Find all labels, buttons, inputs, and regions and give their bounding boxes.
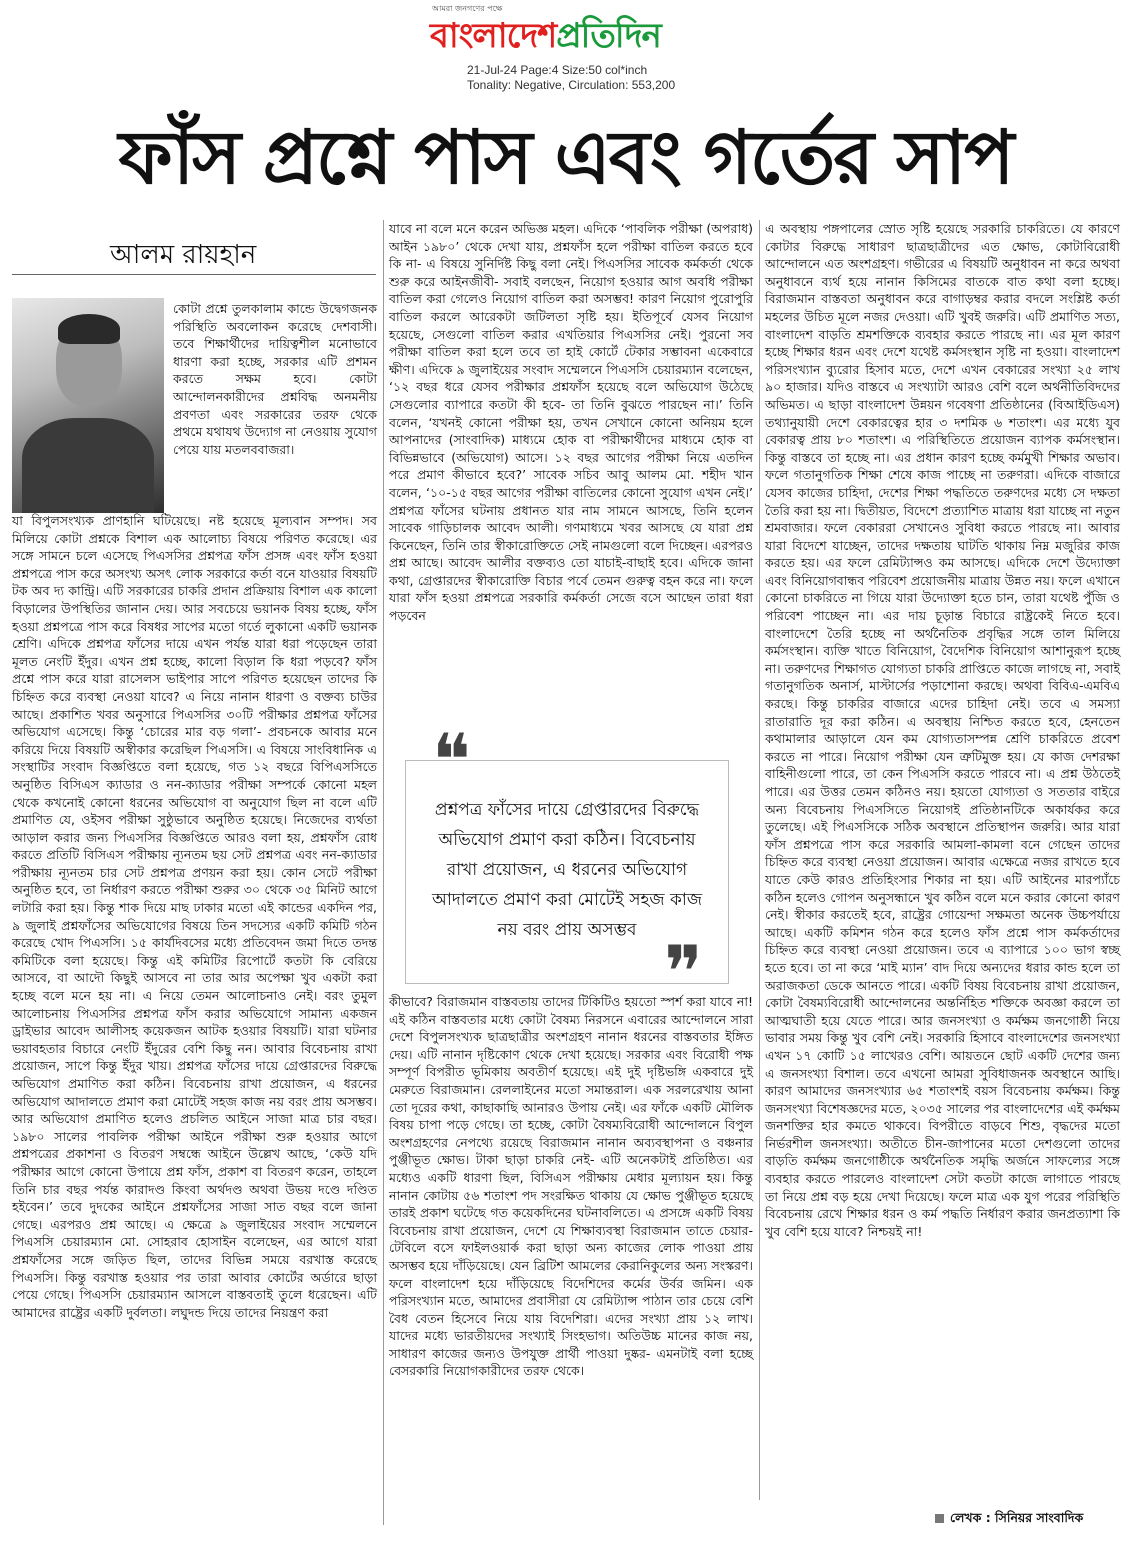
article-headline: ফাঁস প্রশ্নে পাস এবং গর্তের সাপ bbox=[118, 115, 1013, 201]
author-photo bbox=[12, 298, 164, 513]
article-byline: আলম রায়হান bbox=[110, 240, 257, 270]
pull-quote-text: প্রশ্নপত্র ফাঁসের দায়ে গ্রেপ্তারদের বিরুদ্ধে অভিযোগ প্রমাণ করা কঠিন। বিবেচনায় রাখা প্রয়োজন, এ ধরনের অভিযোগ আদালতে প্রমাণ করা মোটেই সহজ কাজ নয় বরং প্রায় অসম্ভব bbox=[431, 800, 703, 940]
logo-part-2: প্রতিদিন bbox=[556, 16, 661, 56]
author-note bbox=[935, 1510, 1083, 1530]
author-note-text: লেখক : সিনিয়র সাংবাদিক bbox=[950, 1510, 1084, 1525]
clipping-meta-line-2: Tonality: Negative, Circulation: 553,200 bbox=[467, 78, 676, 92]
byline-divider bbox=[12, 274, 376, 275]
logo-part-1: বাংলাদেশ bbox=[430, 16, 557, 56]
square-bullet-icon bbox=[935, 1514, 944, 1523]
column-3: এ অবস্থায় পঙ্গপালের স্রোত সৃষ্টি হয়েছে সরকারি চাকরিতে। যে কারণে কোটার বিরুদ্ধে সাধারণ ছাত্রছাত্রীদের এত ক্ষোভ, কোটাবিরোধী আন্দোলনে এত অংশগ্রহণ। গভীরের এ বিষয়টি অনুধাবন না করে অথবা অনুধাবনে ব্যর্থ হয়ে নানান কিসিমের বাতকে বাত কথা বলা হচ্ছে। বিরাজমান বাস্তবতা অনুধাবন করে বাগাড়ম্বর করার বদলে সংশ্লিষ্ট কর্তা মহলের উচিত মূলে নজর দেওয়া। এটি খুবই জরুরি। এটি প্রমাণিত সত্য, বাংলাদেশ বাড়তি শ্রমশক্তিকে ব্যবহার করতে পারছে না। এর মূল কারণ হচ্ছে শিক্ষার ধরন এবং দেশে যথেষ্ট কর্মসংস্থান সৃষ্টি না হওয়া। বাংলাদেশ পরিসংখ্যান ব্যুরোর হিসাব মতে, দেশে এখন বেকারের সংখ্যা ২৫ লাখ ৯০ হাজার। যদিও বাস্তবে এ সংখ্যাটা আরও বেশি বলে অর্থনীতিবিদদের অভিমত। এ ছাড়া বাংলাদেশ উন্নয়ন গবেষণা প্রতিষ্ঠানের (বিআইডিএস) তথ্যানুযায়ী দেশে বেকারত্বের হার ৩ দশমিক ৬ শতাংশ। এর মধ্যে যুব বেকারত্ব প্রায় ৮০ শতাংশ। এ পরিস্থিতিতে প্রয়োজন ব্যাপক কর্মসংস্থান। কিন্তু বাস্তবে তা হচ্ছে না। এর প্রধান কারণ হচ্ছে কর্মমুখী শিক্ষার অভাব। ফলে গতানুগতিক শিক্ষা শেষে কাজ পাচ্ছে না তরুণরা। এদিকে বাজারে যেসব কাজের চাহিদা, দেশের শিক্ষা পদ্ধতিতে তরুণদের মধ্যে সে দক্ষতা তৈরি করা হয় না। দ্বিতীয়ত, বিদেশে প্রত্যাশিত মাত্রায় ধরা যাচ্ছে না নতুন শ্রমবাজার। ফলে বেকাররা সেখানেও সুবিধা করতে পারছে না। আবার যারা বিদেশে যাচ্ছেন, তাদের দক্ষতায় ঘাটতি থাকায় নিম্ন মজুরির কাজ করতে হয়। এর ফলে রেমিট্যান্সও কম আসছে। এদিকে দেশে উদ্যোক্তা এবং বিনিয়োগবান্ধব পরিবেশ প্রয়োজনীয় মাত্রায় উন্নত নয়। ফলে এখানে কোনো চাকরিতে না গিয়ে যারা উদ্যোক্তা হতে চান, তারা যথেষ্ট পুঁজি ও পরিবেশ পাচ্ছেন না। এর দায় চূড়ান্ত বিচারে রাষ্ট্রকেই নিতে হবে। বাংলাদেশে তৈরি হচ্ছে না অর্থনৈতিক প্রবৃদ্ধির সঙ্গে তাল মিলিয়ে কর্মসংস্থান। ব্যক্তি খাতে বিনিয়োগ, বৈদেশিক বিনিয়োগ আশানুরূপ হচ্ছে না। তরুণদের শিক্ষাগত যোগ্যতা চাকরি প্রাপ্তিতে কাজে লাগছে না, সবাই গতানুগতিক অনার্স, মাস্টার্সের পড়াশোনা করছে। অথবা বিবিএ-এমবিএ করছে। কিন্তু চাকরির বাজারে এদের চাহিদা নেই। তবে এ সমস্যা রাতারাতি দূর করা কঠিন। এ অবস্থায় নিশ্চিত করতে হবে, হেনতেন কথামালার আড়ালে যেন কম যোগ্যতাসম্পন্ন শ্রেণি চাকরিতে প্রবেশ করতে না পারে। নিয়োগ পরীক্ষা যেন ত্রুটিমুক্ত হয়। যে কাজ দেশরক্ষা বাহিনীগুলো পারে, তা কেন পিএসসি করতে পারবে না। এ প্রশ্ন উঠতেই পারে। এর উত্তর তেমন কঠিনও নয়। হয়তো যোগ্যতা ও সততার বাইরে অন্য বিবেচনায় পিএসসিতে নিয়োগই প্রতিষ্ঠানটিকে অকার্যকর করে তুলেছে। এই পিএসসিকে সঠিক অবস্থানে প্রতিস্থাপন জরুরি। আর যারা ফাঁস প্রশ্নপত্রে পাস করে সরকারি আমলা-কামলা বনে গেছেন তাদের চিহ্নিত করে ব্যবস্থা নেওয়া প্রয়োজন। আবার এক্ষেত্রে নজর রাখতে হবে যাতে কেউ কারও প্রতিহিংসার শিকার না হয়। এটি আইনের মারপ্যাঁচে কঠিন হলেও গোপন অনুসন্ধানে খুব কঠিন বলে মনে করার কোনো কারণ নেই। স্বীকার করতেই হবে, রাষ্ট্রের গোয়েন্দা সক্ষমতা অনেক উচ্চপর্যায়ে আছে। একটি কমিশন গঠন করে হলেও ফাঁস প্রশ্নে পাস কর্মকর্তাদের চিহ্নিত করে ব্যবস্থা নেওয়া প্রয়োজন। তবে এ ব্যাপারে ১০০ ভাগ স্বচ্ছ হতে হবে। তা না করে ‘মাই ম্যান’ বাদ দিয়ে অন্যদের ধরার কান্ড হলে তা অরাজকতা ডেকে আনতে পারে। একটি বিষয় বিবেচনায় রাখা প্রয়োজন, কোটা বৈষম্যবিরোধী আন্দোলনের অন্তর্নিহিত শক্তিকে অবজ্ঞা করলে তা আত্মঘাতী হয়ে যেতে পারে। আর জনসংখ্যা ও কর্মক্ষম জনগোষ্ঠী নিয়ে ভাবার সময় কিন্তু খুব বেশি নেই। সরকারি হিসাবে বাংলাদেশের জনসংখ্যা এখন ১৭ কোটি ১৫ লাখেরও বেশি। আয়তনে ছোট একটি দেশের জন্য এ জনসংখ্যা বিশাল। তবে এখনো আমরা সুবিধাজনক অবস্থানে আছি। কারণ আমাদের জনসংখ্যার ৬৫ শতাংশই বয়স বিবেচনায় কর্মক্ষম। কিন্তু জনসংখ্যা বিশেষজ্ঞদের মতে, ২০৩৫ সালের পর বাংলাদেশের এই কর্মক্ষম জনশক্তির হার কমতে থাকবে। বিপরীতে বাড়বে শিশু, বৃদ্ধদের মতো নির্ভরশীল জনসংখ্যা। অতীতে চীন-জাপানের মতো দেশগুলো তাদের বাড়তি কর্মক্ষম জনগোষ্ঠীকে অর্থনৈতিক সমৃদ্ধি অর্জনে সাফল্যের সঙ্গে ব্যবহার করতে পারলেও বাংলাদেশ সেটা কতটা কাজে লাগাতে পারছে তা নিয়ে প্রশ্ন বড় হয়ে দেখা দিয়েছে। ফলে মাত্র এক যুগ পরের পরিস্থিতি বিবেচনায় রেখে শিক্ষার ধরন ও কর্ম পদ্ধতি নির্ধারণ করার জনপ্রত্যাশা কি খুব বেশি হয়ে যাবে? নিশ্চয়ই না! bbox=[765, 221, 1120, 1239]
newspaper-logo bbox=[430, 10, 661, 67]
column-divider-1 bbox=[383, 220, 384, 1525]
masthead bbox=[0, 0, 1131, 100]
close-quote-icon: ❞ bbox=[664, 930, 703, 1014]
column-divider-2 bbox=[759, 220, 760, 1500]
column-1-intro: কোটা প্রশ্নে তুলকালাম কান্ডে উদ্বেগজনক পরিস্থিতি অবলোকন করেছে দেশবাসী। তবে শিক্ষার্থীদের দায়িত্বশীল মনোভাবে ধারণা করা হচ্ছে, সরকার এটি প্রশমন করতে সক্ষম হবে। কোটা আন্দোলনকারীদের প্রশ্নবিদ্ধ অনমনীয় প্রবণতা এবং সরকারের তরফ থেকে প্রথমে যথাযথ উদ্যোগ না নেওয়ায় সুযোগ পেয়ে যায় মতলববাজরা। bbox=[173, 301, 377, 457]
clipping-meta bbox=[467, 63, 675, 93]
clipping-meta-line-1: 21-Jul-24 Page:4 Size:50 col*inch bbox=[467, 63, 648, 77]
masthead-tagline: আমরা জনগণের পক্ষে bbox=[432, 4, 503, 13]
column-2-bottom: কীভাবে? বিরাজমান বাস্তবতায় তাদের টিকিটিও হয়তো স্পর্শ করা যাবে না! এই কঠিন বাস্তবতার মধ্যে কোটা বৈষম্য নিরসনে এবারের আন্দোলনে সারা দেশে বিপুলসংখ্যক ছাত্রছাত্রীর অংশগ্রহণ নানান ধরনের বাস্তবতার ইঙ্গিত দেয়। এটি নানান দৃষ্টিকোণ থেকে দেখা হয়েছে। সরকার এবং বিরোধী পক্ষ সম্পূর্ণ বিপরীত ভূমিকায় অবতীর্ণ হয়েছে। এই দুই দৃষ্টিভঙ্গি একবারে দুই মেরুতে বিরাজমান। রেললাইনের মতো সমান্তরাল। এক সরলরেখায় আনা তো দূরের কথা, কাছাকাছি আনারও উপায় নেই। এর ফাঁকে একটি মৌলিক বিষয় চাপা পড়ে গেছে। তা হচ্ছে, কোটা বৈষম্যবিরোধী আন্দোলনে বিপুল অংশগ্রহণের নেপথ্যে রয়েছে বিরাজমান নানান অব্যবস্থাপনা ও বঞ্চনার পুঞ্জীভূত ক্ষোভ। টাকা ছাড়া চাকরি নেই- এটি অনেকটাই প্রতিষ্ঠিত। এর মধ্যেও একটি ধারণা ছিল, বিসিএস পরীক্ষায় মেধার মূল্যায়ন হয়। কিন্তু নানান কোটায় ৫৬ শতাংশ পদ সংরক্ষিত থাকায় যে ক্ষোভ পুঞ্জীভূত হয়েছে তারই প্রকাশ ঘটেছে গত কয়েকদিনের ঘটনাবলিতে। এ প্রসঙ্গে একটি বিষয় বিবেচনায় রাখা প্রয়োজন, দেশে যে শিক্ষাব্যবস্থা বিরাজমান তাতে চেয়ার-টেবিলে বসে ফাইলওয়ার্ক করা ছাড়া অন্য কাজের লোক পাওয়া প্রায় অসম্ভব হয়ে দাঁড়িয়েছে। যেন ব্রিটিশ আমলের কেরানিকুলের অন্য সংস্করণ। ফলে বাংলাদেশ হয়ে দাঁড়িয়েছে বিদেশিদের কর্মের উর্বর জমিন। এক পরিসংখ্যান মতে, আমাদের প্রবাসীরা যে রেমিট্যান্স পাঠান তার চেয়ে বেশি বৈধ বেতন হিসেবে নিয়ে যায় বিদেশিরা। এদের সংখ্যা প্রায় ১২ লাখ। যাদের মধ্যে ভারতীয়দের সংখ্যাই সিংহভাগ। অতিউচ্চ মানের কাজ নয়, সাধারণ কাজের জন্যও উপযুক্ত প্রার্থী পাওয়া দুষ্কর- এমনটাই বলা হচ্ছে বেসরকারি নিয়োগকারীদের তরফ থেকে। bbox=[389, 994, 753, 1379]
column-1-body: যা বিপুলসংখ্যক প্রাণহানি ঘটিয়েছে। নষ্ট হয়েছে মূল্যবান সম্পদ। সব মিলিয়ে কোটা প্রশ্নকে বিশাল এক আলোচ্য বিষয়ে পরিণত করেছে। এর সঙ্গে সামনে চলে এসেছে পিএসসির প্রশ্নপত্র ফাঁস প্রসঙ্গ এবং ফাঁস হওয়া প্রশ্নপত্রে পাস করে অসংখ্য অসৎ লোক সরকারে কর্তা বনে যাওয়ার বিষয়টি টক অব দ্য কান্ট্রি। এটি সরকারের চাকরি প্রদান প্রক্রিয়ায় বিশাল এক কালো বিড়ালের উপস্থিতির জানান দেয়। আর সবচেয়ে ভয়ানক বিষয় হচ্ছে, ফাঁস হওয়া প্রশ্নপত্রে পাস করে বিষধর সাপের মতো গর্তে লুকানো একটি ভয়ানক শ্রেণি। এদিকে প্রশ্নপত্র ফাঁসের দায়ে এখন পর্যন্ত যারা ধরা পড়েছেন তারা মূলত নেংটি ইঁদুর। এখন প্রশ্ন হচ্ছে, কালো বিড়াল কি ধরা পড়বে? ফাঁস প্রশ্নে পাস করে যারা রাসেলস ভাইপার সাপে পরিণত হয়েছেন তাদের কি চিহ্নিত করে ব্যবস্থা নেওয়া যাবে? এ নিয়ে নানান ধারণা ও বক্তব্য চাউর আছে। প্রকাশিত খবর অনুসারে পিএসসির ৩০টি পরীক্ষার প্রশ্নপত্র ফাঁসের অভিযোগ এসেছে। কিন্তু ‘চোরের মার বড় গলা’- প্রবচনকে আবার মনে করিয়ে দিয়ে বিষয়টি অস্বীকার করেছিল পিএসসি। এ বিষয়ে সাংবিধানিক এ সংস্থাটির সংবাদ বিজ্ঞপ্তিতে বলা হয়েছে, গত ১২ বছরে বিপিএসসিতে অনুষ্ঠিত বিসিএস ক্যাডার ও নন-ক্যাডার পরীক্ষা সম্পর্কে কোনো মহল থেকে কখনোই কোনো ধরনের অভিযোগ বা অনুযোগ ছিল না বলে এটি প্রমাণিত যে, ওইসব পরীক্ষা সুষ্ঠুভাবে অনুষ্ঠিত হয়েছে। নিজেদের ব্যর্থতা আড়াল করার জন্য পিএসসির বিজ্ঞপ্তিতে আরও বলা হয়, প্রশ্নফাঁস রোধ করতে প্রতিটি বিসিএস পরীক্ষায় ন্যূনতম ছয় সেট প্রশ্নপত্র এবং নন-ক্যাডার পরীক্ষায় ন্যূনতম চার সেট প্রশ্নপত্র প্রণয়ন করা হয়। কোন সেটে পরীক্ষা অনুষ্ঠিত হবে, তা নির্ধারণ করতে পরীক্ষা শুরুর ৩০ থেকে ৩৫ মিনিট আগে লটারি করা হয়। কিন্তু শাক দিয়ে মাছ ঢাকার মতো এই কান্ডের একদিন পর, ৯ জুলাই প্রশ্নফাঁসের অভিযোগের বিষয়ে তিন সদস্যের একটি কমিটি গঠন করেছে খোদ পিএসসি। ১৫ কার্যদিবসের মধ্যে প্রতিবেদন জমা দিতে তদন্ত কমিটিকে বলা হয়েছে। কিন্তু এই কমিটির রিপোর্টে কতটা কি বেরিয়ে আসবে, বা আদৌ কিছুই আসবে না তার আর অপেক্ষা খুব একটা করা হচ্ছে বলে মনে হয় না। এ নিয়ে তেমন আলোচনাও নেই। বরং তুমুল আলোচনায় পিএসসির প্রশ্নপত্র ফাঁস করার অভিযোগে সামান্য একজন ড্রাইভার আবেদ আলীসহ কয়েকজন আটক হওয়ার বিষয়টি। যারা ঘটনার ভয়াবহতার বিচারে নেংটি ইঁদুরের বেশি কিছু নন। আবার বিবেচনায় রাখা প্রয়োজন, সাপে কিন্তু ইঁদুর খায়। প্রশ্নপত্র ফাঁসের দায়ে গ্রেপ্তারদের বিরুদ্ধে অভিযোগ প্রমাণিত করা কঠিন। বিবেচনায় রাখা প্রয়োজন, এ ধরনের অভিযোগ আদালতে প্রমাণ করা মোটেই সহজ কাজ নয় বরং প্রায় অসম্ভব। আর অভিযোগ প্রমাণিত হলেও প্রচলিত আইনে সাজা মাত্র চার বছর। ১৯৮০ সালের পাবলিক পরীক্ষা আইনে পরীক্ষা শুরু হওয়ার আগে প্রশ্নপত্রের প্রকাশনা ও বিতরণ সম্বন্ধে আইনে উল্লেখ আছে, ‘কেউ যদি পরীক্ষার আগে কোনো উপায়ে প্রশ্ন ফাঁস, প্রকাশ বা বিতরণ করেন, তাহলে তিনি চার বছর পর্যন্ত কারাদণ্ড কিংবা অর্থদণ্ড অথবা উভয় দণ্ডে দণ্ডিত হইবেন।’ তবে দুদকের আইনে প্রশ্নফাঁসের সাজা সাত বছর বলে জানা গেছে। এরপরও প্রশ্ন আছে। এ ক্ষেত্রে ৯ জুলাইয়ের সংবাদ সম্মেলনে পিএসসি চেয়ারম্যান মো. সোহরাব হোসাইন বলেছেন, এর আগে যারা প্রশ্নফাঁসের সঙ্গে জড়িত ছিল, তাদের বিভিন্ন সময়ে বরখাস্ত করেছে পিএসসি। কিন্তু বরখাস্ত হওয়ার পর তারা আবার কোর্টের অর্ডারে ছাড়া পেয়ে গেছে। পিএসসি চেয়ারম্যান আসলে বাস্তবতাই তুলে ধরেছেন। এটি আমাদের রাষ্ট্রের একটি দুর্বলতা। লঘুদন্ড দিয়ে তাদের নিয়ন্ত্রণ করা bbox=[12, 513, 377, 1320]
column-2-top: যাবে না বলে মনে করেন অভিজ্ঞ মহল। এদিকে ‘পাবলিক পরীক্ষা (অপরাধ) আইন ১৯৮০’ থেকে দেখা যায়, প্রশ্নফাঁস হলে পরীক্ষা বাতিল করতে হবে কি না- এ বিষয়ে সুনির্দিষ্ট কিছু বলা নেই। পিএসসির সাবেক কর্মকর্তা থেকে শুরু করে আইনজীবী- সবাই বলছেন, নিয়োগ হওয়ার আগ অবধি পরীক্ষা বাতিল করা গেলেও নিয়োগ বাতিল করা অসম্ভব! কারণ নিয়োগ পুরোপুরি বাতিল করলে আরেকটা জটিলতা সৃষ্টি হয়। ইতিপূর্বে যেসব নিয়োগ হয়েছে, সেগুলো বাতিল করার এখতিয়ার পিএসসির নেই। পুরনো সব পরীক্ষা বাতিল করা হলে তবে তা হাই কোর্টে টেকার সম্ভাবনা একেবারে ক্ষীণ। এদিকে ৯ জুলাইয়ের সংবাদ সম্মেলনে পিএসসি চেয়ারম্যান বলেছেন, ‘১২ বছর ধরে যেসব পরীক্ষার প্রশ্নফাঁস হয়েছে বলে অভিযোগ উঠেছে সেগুলোর ব্যাপারে কতটা কী হবে- তা তিনি বুঝতে পারছেন না।’ তিনি বলেন, ‘যখনই কোনো পরীক্ষা হয়, তখন সেখানে কোনো অনিয়ম হলে আপনাদের (সাংবাদিক) মাধ্যমে হোক বা পরীক্ষার্থীদের মাধ্যমে হোক বা বিভিন্নভাবে (অভিযোগ) আসে। ১২ বছর আগের পরীক্ষা নিয়ে এতদিন পরে প্রমাণ কীভাবে হবে?’ সাবেক সচিব আবু আলম মো. শহীদ খান বলেন, ‘১০-১৫ বছর আগের পরীক্ষা বাতিলের কোনো সুযোগ এখন নেই।’ প্রশ্নপত্র ফাঁসের ঘটনায় প্রধানত যার নাম সামনে আসছে, তিনি হলেন সাবেক গাড়িচালক আবেদ আলী। গণমাধ্যমে খবর আসছে যে যারা প্রশ্ন কিনেছেন, তিনি তার স্বীকারোক্তিতে সেই নামগুলো বলে দিচ্ছেন। এরপরও প্রশ্ন আছে। আবেদ আলীর বক্তব্যও তো যাচাই-বাছাই হবে। এদিকে জানা কথা, গ্রেপ্তারদের স্বীকারোক্তি বিচার পর্বে তেমন গুরুত্ব বহন করে না। ফলে যারা ফাঁস হওয়া প্রশ্নপত্রে সরকারি কর্মকর্তা সেজে বসে আছেন তারা ধরা পড়বেন bbox=[389, 221, 753, 624]
